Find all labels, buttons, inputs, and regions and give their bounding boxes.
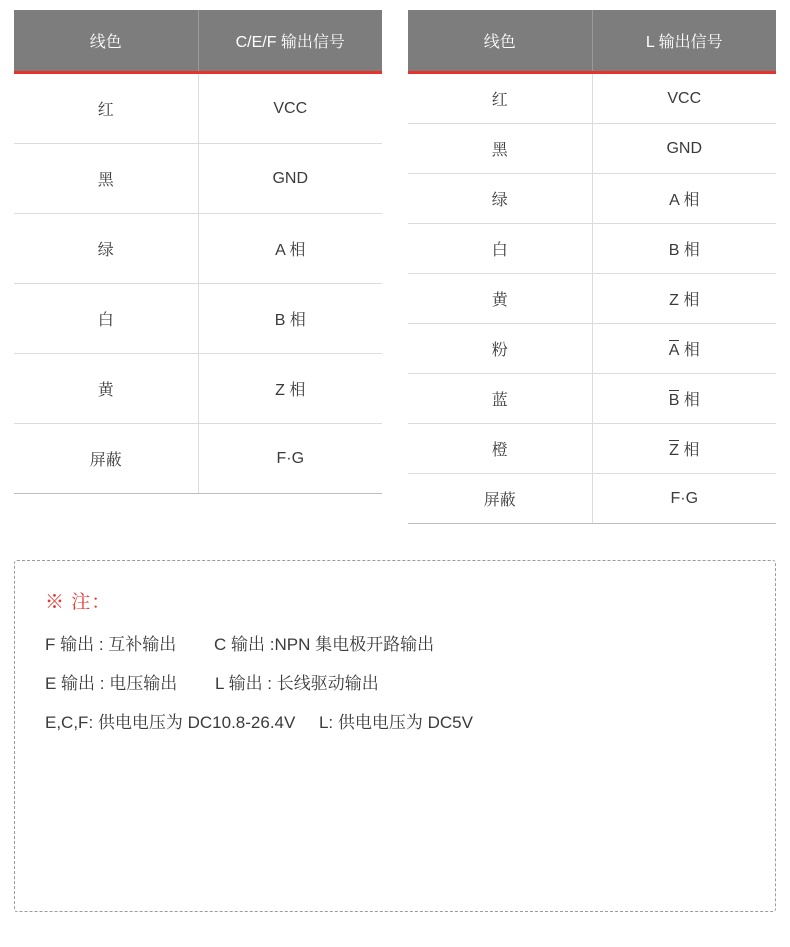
table-row: [14, 284, 382, 354]
cell-wire-color: 黄: [408, 274, 592, 324]
table-row: [408, 73, 776, 124]
cell-output-signal: A 相: [198, 214, 382, 284]
cell-output-signal: Z 相: [198, 354, 382, 424]
note-title: ※ 注：: [45, 592, 112, 613]
cell-output-signal: A 相: [592, 174, 776, 224]
cef-table-body: [14, 73, 382, 494]
cell-wire-color: 红: [14, 73, 198, 144]
cell-wire-color: 屏蔽: [408, 474, 592, 524]
cell-wire-color: 白: [14, 284, 198, 354]
table-row: [14, 144, 382, 214]
cell-wire-color: 黑: [408, 124, 592, 174]
table-row: [408, 274, 776, 324]
overline-signal: A: [668, 342, 680, 359]
cell-output-signal: B 相: [198, 284, 382, 354]
overline-signal: Z: [669, 442, 679, 459]
cell-wire-color: 橙: [408, 424, 592, 474]
table-header-row: [14, 10, 382, 73]
cell-output-signal: B 相: [592, 224, 776, 274]
overline-signal: B: [668, 392, 680, 409]
table-row: [14, 73, 382, 144]
table-row: [408, 124, 776, 174]
cell-wire-color: 白: [408, 224, 592, 274]
note-line-1: F 输出 : 互补输出 C 输出 :NPN 集电极开路输出: [45, 635, 435, 654]
table-row: [14, 214, 382, 284]
cell-wire-color: 绿: [14, 214, 198, 284]
cell-wire-color: 黄: [14, 354, 198, 424]
cef-table-wrapper: [14, 10, 382, 524]
cef-table-head: [14, 10, 382, 73]
note-line-2: E 输出 : 电压输出 L 输出 : 长线驱动输出: [45, 674, 379, 693]
cell-wire-color: 屏蔽: [14, 424, 198, 494]
table-row: [408, 174, 776, 224]
signal-suffix: 相: [679, 392, 700, 409]
column-header-output-signal: L 输出信号: [592, 10, 776, 73]
cell-wire-color: 粉: [408, 324, 592, 374]
l-table-head: [408, 10, 776, 73]
cell-output-signal: GND: [592, 124, 776, 174]
cell-wire-color: 红: [408, 73, 592, 124]
l-table-body: [408, 73, 776, 524]
cell-wire-color: 绿: [408, 174, 592, 224]
cell-output-signal: F·G: [198, 424, 382, 494]
table-row: [408, 224, 776, 274]
cell-output-signal: [592, 374, 776, 424]
signal-suffix: 相: [679, 342, 700, 359]
cell-output-signal: GND: [198, 144, 382, 214]
cell-output-signal: VCC: [198, 73, 382, 144]
column-header-output-signal: C/E/F 输出信号: [198, 10, 382, 73]
cell-wire-color: 黑: [14, 144, 198, 214]
table-row: [408, 424, 776, 474]
table-row: [408, 324, 776, 374]
signal-suffix: 相: [678, 442, 700, 459]
table-row: [14, 354, 382, 424]
cell-output-signal: VCC: [592, 73, 776, 124]
note-line-3: E,C,F: 供电电压为 DC10.8-26.4V L: 供电电压为 DC5V: [45, 713, 473, 732]
column-header-wire-color: 线色: [408, 10, 592, 73]
note-box: [14, 560, 776, 912]
cell-output-signal: Z 相: [592, 274, 776, 324]
cell-output-signal: [592, 324, 776, 374]
cell-output-signal: [592, 424, 776, 474]
l-table-wrapper: [408, 10, 776, 524]
cef-output-table: [14, 10, 382, 494]
l-output-table: [408, 10, 776, 524]
table-row: [408, 374, 776, 424]
table-header-row: [408, 10, 776, 73]
cell-output-signal: F·G: [592, 474, 776, 524]
column-header-wire-color: 线色: [14, 10, 198, 73]
table-row: [408, 474, 776, 524]
table-row: [14, 424, 382, 494]
cell-wire-color: 蓝: [408, 374, 592, 424]
